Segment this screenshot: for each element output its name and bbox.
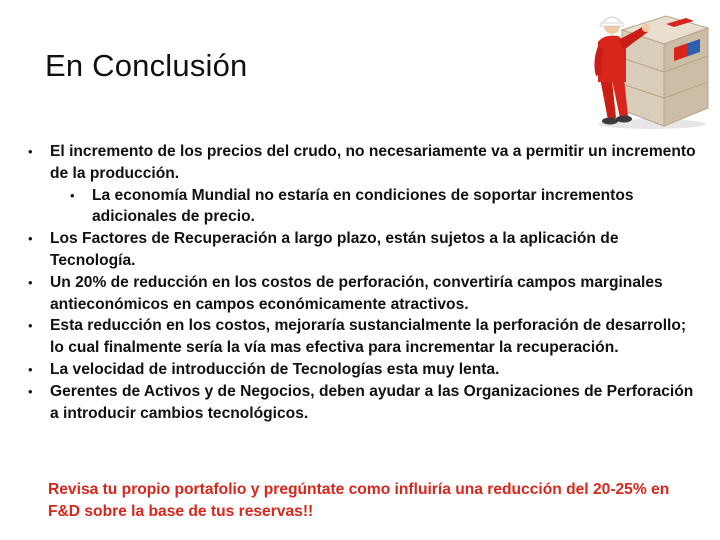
bullet-text: Esta reducción en los costos, mejoraría sustancialmente la perforación de desarrollo; lo cual finalmente sería la vía mas efectiva para incrementar la recuperación.	[50, 317, 687, 357]
bullet-marker: •	[28, 144, 33, 159]
bullet-item	[24, 315, 696, 359]
bullet-item	[24, 381, 696, 425]
bullet-item	[24, 228, 696, 272]
bullet-item	[24, 141, 696, 185]
bullet-marker: •	[28, 231, 33, 247]
bullet-list	[24, 141, 696, 424]
bullet-text: Gerentes de Activos y de Negocios, deben ayudar a las Organizaciones de Perforación a introducir cambios tecnológicos.	[50, 382, 694, 422]
worker-leaning-on-crate-icon	[582, 2, 710, 130]
bullet-text: La velocidad de introducción de Tecnologías esta muy lenta.	[50, 360, 500, 378]
bullet-marker: •	[70, 187, 75, 203]
bullet-text: Un 20% de reducción en los costos de perforación, convertiría campos marginales antieconómicos en campos económicamente atractivos.	[50, 273, 663, 313]
bullet-text: La economía Mundial no estaría en condiciones de soportar incrementos adicionales de precio.	[92, 186, 634, 226]
bullet-text: El incremento de los precios del crudo, no necesariamente va a permitir un incremento de la producción.	[50, 143, 696, 182]
callout-text: Revisa tu propio portafolio y pregúntate como influiría una reducción del 20-25% en F&D sobre la base de tus reservas!!	[48, 481, 670, 520]
bullet-marker: •	[28, 361, 33, 377]
page-title: En Conclusión	[45, 48, 248, 83]
bullet-item	[24, 272, 696, 316]
bullet-text: Los Factores de Recuperación a largo plazo, están sujetos a la aplicación de Tecnología.	[50, 230, 619, 269]
sub-bullet-item	[24, 185, 696, 229]
bullet-marker: •	[28, 318, 33, 334]
bullet-marker: •	[28, 383, 33, 399]
bullet-marker: •	[28, 274, 33, 290]
bullet-item	[24, 359, 696, 381]
